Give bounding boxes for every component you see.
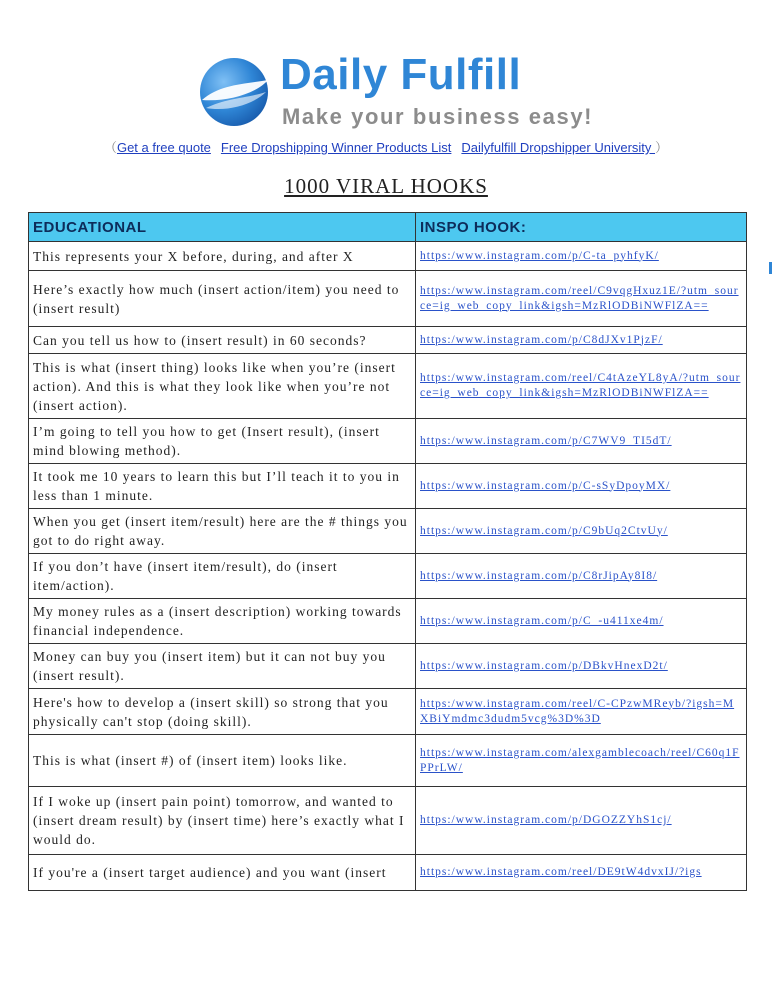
hook-text: It took me 10 years to learn this but I’ll teach it to you in less than 1 minute. (29, 464, 416, 509)
inspo-link[interactable]: https:/www.instagram.com/p/C7WV9_TI5dT/ (416, 419, 747, 464)
inspo-link[interactable]: https:/www.instagram.com/reel/C4tAzeYL8yA/?utm_source=ig_web_copy_link&igsh=MzRlODBiNWFlZA== (416, 354, 747, 419)
inspo-link[interactable]: https:/www.instagram.com/reel/DE9tW4dvxIJ/?igs (416, 855, 747, 891)
inspo-link[interactable]: https:/www.instagram.com/alexgamblecoach/reel/C60q1FPPrLW/ (416, 735, 747, 787)
link-winner-products-list[interactable]: Free Dropshipping Winner Products List (220, 140, 452, 155)
inspo-link[interactable]: https:/www.instagram.com/p/DGOZZYhS1cj/ (416, 787, 747, 855)
table-row (29, 509, 747, 554)
table-row (29, 419, 747, 464)
inspo-link[interactable]: https:/www.instagram.com/p/C-ta_pyhfyK/ (416, 242, 747, 271)
hook-text: This represents your X before, during, and after X (29, 242, 416, 271)
table-row (29, 354, 747, 419)
table-row (29, 554, 747, 599)
hook-text: My money rules as a (insert description) working towards financial independence. (29, 599, 416, 644)
table-row (29, 787, 747, 855)
link-free-quote[interactable]: Get a free quote (116, 140, 211, 155)
inspo-link[interactable]: https:/www.instagram.com/reel/C9vqgHxuz1E/?utm_source=ig_web_copy_link&igsh=MzRlODBiNWFlZA== (416, 271, 747, 327)
table-row (29, 464, 747, 509)
hook-text: If I woke up (insert pain point) tomorrow, and wanted to (insert dream result) by (insert time) here’s exactly what I would do. (29, 787, 416, 855)
hook-text: I’m going to tell you how to get (Insert result), (insert mind blowing method). (29, 419, 416, 464)
hook-text: Money can buy you (insert item) but it can not buy you (insert result). (29, 644, 416, 689)
inspo-link[interactable]: https:/www.instagram.com/p/C8dJXv1PjzF/ (416, 327, 747, 354)
brand-tagline: Make your business easy! (282, 104, 594, 129)
table-row (29, 689, 747, 735)
inspo-link[interactable]: https:/www.instagram.com/p/C9bUq2CtvUy/ (416, 509, 747, 554)
header-educational: EDUCATIONAL (29, 213, 416, 242)
table-row (29, 735, 747, 787)
globe-logo-icon (196, 54, 272, 130)
daily-fulfill-logo (196, 50, 594, 132)
inspo-link[interactable]: https:/www.instagram.com/reel/C-CPzwMReyb/?igsh=MXBiYmdmc3dudm5vcg%3D%3D (416, 689, 747, 735)
hook-text: If you don’t have (insert item/result), do (insert item/action). (29, 554, 416, 599)
hooks-table (28, 212, 747, 891)
document-title: 1000 VIRAL HOOKS (284, 174, 488, 198)
hook-text: When you get (insert item/result) here are the # things you got to do right away. (29, 509, 416, 554)
hook-text: If you're a (insert target audience) and you want (insert (29, 855, 416, 891)
header-inspo-hook: INSPO HOOK: (416, 213, 747, 242)
close-paren: ） (655, 140, 669, 155)
inspo-link[interactable]: https:/www.instagram.com/p/DBkvHnexD2t/ (416, 644, 747, 689)
link-dropshipper-university[interactable]: Dailyfulfill Dropshipper University (461, 140, 656, 155)
table-row (29, 599, 747, 644)
hook-text: Here's how to develop a (insert skill) so strong that you physically can't stop (doing skill). (29, 689, 416, 735)
table-row (29, 242, 747, 271)
hook-text: This is what (insert #) of (insert item) looks like. (29, 735, 416, 787)
open-paren: （ (103, 140, 117, 155)
hook-text: Can you tell us how to (insert result) in 60 seconds? (29, 327, 416, 354)
table-row (29, 271, 747, 327)
table-header-row (29, 213, 747, 242)
table-row (29, 855, 747, 891)
table-row (29, 327, 747, 354)
hook-text: This is what (insert thing) looks like when you’re (insert action). And this is what they look like when you’re not (insert action). (29, 354, 416, 419)
header-links (0, 137, 772, 156)
inspo-link[interactable]: https:/www.instagram.com/p/C8rJipAy8I8/ (416, 554, 747, 599)
inspo-link[interactable]: https:/www.instagram.com/p/C_-u411xe4m/ (416, 599, 747, 644)
brand-name: Daily Fulfill (280, 50, 522, 99)
inspo-link[interactable]: https:/www.instagram.com/p/C-sSyDpoyMX/ (416, 464, 747, 509)
table-row (29, 644, 747, 689)
hook-text: Here’s exactly how much (insert action/item) you need to (insert result) (29, 271, 416, 327)
